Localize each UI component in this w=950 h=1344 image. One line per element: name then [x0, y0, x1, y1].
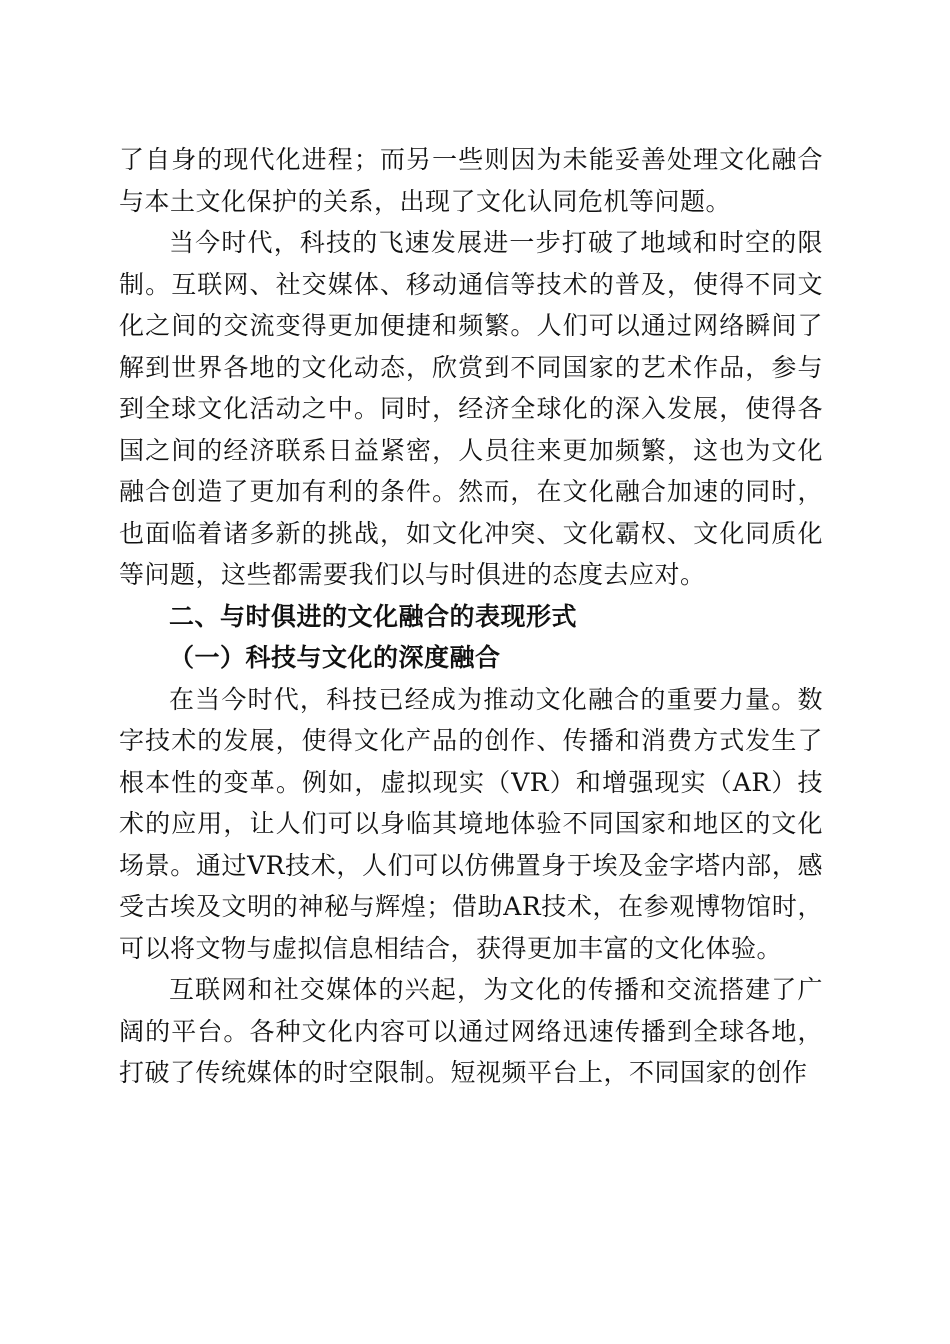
paragraph-tech-culture: 在当今时代，科技已经成为推动文化融合的重要力量。数字技术的发展，使得文化产品的创作、传播和消费方式发生了根本性的变革。例如，虚拟现实（VR）和增强现实（AR）技术的应用，让人们可以身临其境地体验不同国家和地区的文化场景。通过VR技术，人们可以仿佛置身于埃及金字塔内部，感受古埃及文明的神秘与辉煌；借助AR技术，在参观博物馆时，可以将文物与虚拟信息相结合，获得更加丰富的文化体验。 — [119, 684, 823, 963]
subsection-heading: （一）科技与文化的深度融合 — [169, 643, 501, 672]
section-heading: 二、与时俱进的文化融合的表现形式 — [169, 601, 578, 631]
paragraph-era-technology: 当今时代，科技的飞速发展进一步打破了地域和时空的限制。互联网、社交媒体、移动通信等技术的普及，使得不同文化之间的交流变得更加便捷和频繁。人们可以通过网络瞬间了解到世界各地的文化动态，欣赏到不同国家的艺术作品，参与到全球文化活动之中。同时，经济全球化的深入发展，使得各国之间的经济联系日益紧密，人员往来更加频繁，这也为文化融合创造了更加有利的条件。然而，在文化融合加速的同时，也面临着诸多新的挑战，如文化冲突、文化霸权、文化同质化等问题，这些都需要我们以与时俱进的态度去应对。 — [119, 228, 823, 589]
paragraph-internet-media: 互联网和社交媒体的兴起，为文化的传播和交流搭建了广阔的平台。各种文化内容可以通过网络迅速传播到全球各地，打破了传统媒体的时空限制。短视频平台上，不同国家的创作 — [119, 975, 823, 1087]
document-page — [119, 139, 823, 1094]
paragraph-continuation: 了自身的现代化进程；而另一些则因为未能妥善处理文化融合与本土文化保护的关系，出现了文化认同危机等问题。 — [119, 145, 823, 216]
